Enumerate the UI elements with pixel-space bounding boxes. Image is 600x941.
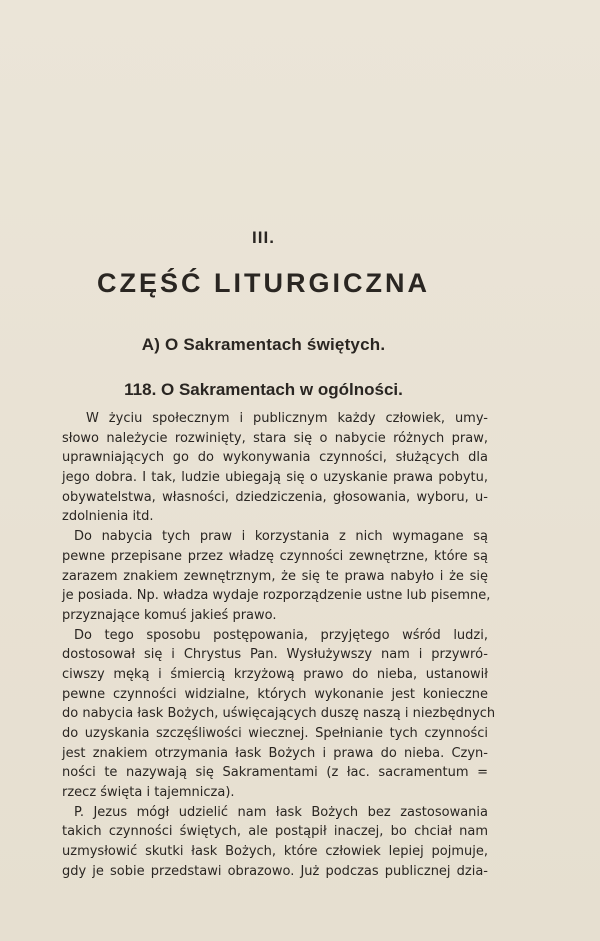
part-numeral: III. — [252, 228, 275, 247]
text-line: do nabycia łask Bożych, uświęcających duszę naszą i niezbędnych — [62, 706, 496, 722]
text-line: Do nabycia tych praw i korzystania z nich wymagane są — [74, 529, 488, 545]
text-line: ności te nazywają się Sakramentami (z łac. sacramentum = — [62, 765, 488, 781]
text-line: pewne czynności widzialne, których wykonanie jest konieczne — [62, 686, 488, 702]
text-line: zarazem znakiem zewnętrznym, że się te prawa nabyło i że się — [62, 568, 488, 584]
text-line: słowo należycie rozwinięty, stara się o nabycie różnych praw, — [62, 430, 488, 446]
text-line: takich czynności świętych, ale postąpił inaczej, bo chciał nam — [62, 824, 488, 840]
text-line: jest znakiem otrzymania łask Bożych i prawa do nieba. Czyn- — [62, 745, 488, 761]
text-line: ciwszy męką i śmiercią krzyżową prawo do nieba, ustanowił — [62, 666, 488, 682]
text-line: pewne przepisane przez władzę czynności zewnętrzne, które są — [62, 548, 488, 564]
text-line: rzecz święta i tajemnicza). — [62, 785, 235, 801]
subsection-heading: 118. O Sakramentach w ogólności. — [124, 380, 403, 399]
section-heading: A) O Sakramentach świętych. — [141, 335, 386, 354]
text-line: Do tego sposobu postępowania, przyjętego wśród ludzi, — [74, 627, 488, 643]
text-line: dostosował się i Chrystus Pan. Wysłużywszy nam i przywró- — [62, 647, 488, 663]
text-line: uprawniających go do wykonywania czynności, służących dla — [62, 450, 488, 466]
text-line: W życiu społecznym i publicznym każdy człowiek, umy- — [86, 411, 488, 426]
text-line: P. Jezus mógł udzielić nam łask Bożych bez zastosowania — [74, 804, 488, 820]
text-line: przyznające komuś jakieś prawo. — [62, 607, 277, 623]
body-text — [62, 409, 496, 882]
text-line: je posiada. Np. władza wydaje rozporządzenie ustne lub pisemne, — [62, 588, 491, 604]
text-line: jego dobra. I tak, ludzie ubiegają się o uzyskanie prawa pobytu, — [62, 470, 488, 486]
text-line: uzmysłowić skutki łask Bożych, które człowiek lepiej pojmuje, — [62, 844, 488, 860]
text-line: gdy je sobie przedstawi obrazowo. Już podczas publicznej dzia- — [62, 863, 488, 879]
text-line: do uzyskania szczęśliwości wiecznej. Spełnianie tych czynności — [62, 726, 488, 741]
text-line: obywatelstwa, własności, dziedziczenia, głosowania, wyboru, u- — [62, 489, 488, 505]
part-title: CZĘŚĆ LITURGICZNA — [97, 268, 430, 298]
text-line: zdolnienia itd. — [62, 509, 154, 525]
